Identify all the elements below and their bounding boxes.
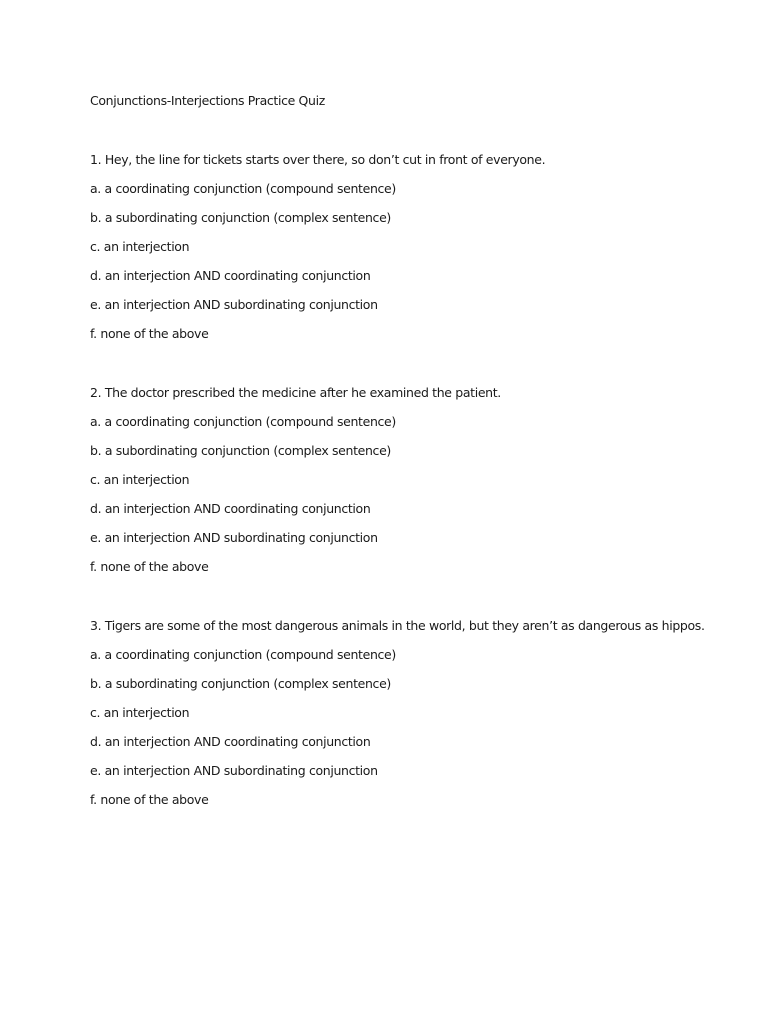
answer-option-a: a. a coordinating conjunction (compound sentence) xyxy=(90,647,396,662)
answer-option-c: c. an interjection xyxy=(90,472,190,487)
answer-option-e: e. an interjection AND subordinating conjunction xyxy=(90,763,378,778)
question-block-3 xyxy=(90,617,730,809)
answer-option-e: e. an interjection AND subordinating conjunction xyxy=(90,530,378,545)
document-page xyxy=(90,92,730,809)
question-block-1 xyxy=(90,151,730,343)
answer-option-d: d. an interjection AND coordinating conjunction xyxy=(90,268,371,283)
answer-option-f: f. none of the above xyxy=(90,792,209,807)
answer-option-b: b. a subordinating conjunction (complex sentence) xyxy=(90,676,391,691)
answer-option-b: b. a subordinating conjunction (complex sentence) xyxy=(90,210,391,225)
answer-option-f: f. none of the above xyxy=(90,326,209,341)
answer-option-c: c. an interjection xyxy=(90,239,190,254)
answer-option-e: e. an interjection AND subordinating conjunction xyxy=(90,297,378,312)
answer-option-c: c. an interjection xyxy=(90,705,190,720)
answer-option-f: f. none of the above xyxy=(90,559,209,574)
answer-option-a: a. a coordinating conjunction (compound sentence) xyxy=(90,181,396,196)
question-text: 3. Tigers are some of the most dangerous animals in the world, but they aren’t as dangerous as hippos. xyxy=(90,618,705,633)
answer-option-b: b. a subordinating conjunction (complex sentence) xyxy=(90,443,391,458)
document-title: Conjunctions-Interjections Practice Quiz xyxy=(90,93,325,108)
answer-option-a: a. a coordinating conjunction (compound sentence) xyxy=(90,414,396,429)
question-text: 2. The doctor prescribed the medicine after he examined the patient. xyxy=(90,385,501,400)
answer-option-d: d. an interjection AND coordinating conjunction xyxy=(90,734,371,749)
question-text: 1. Hey, the line for tickets starts over there, so don’t cut in front of everyone. xyxy=(90,152,546,167)
question-block-2 xyxy=(90,384,730,576)
answer-option-d: d. an interjection AND coordinating conjunction xyxy=(90,501,371,516)
